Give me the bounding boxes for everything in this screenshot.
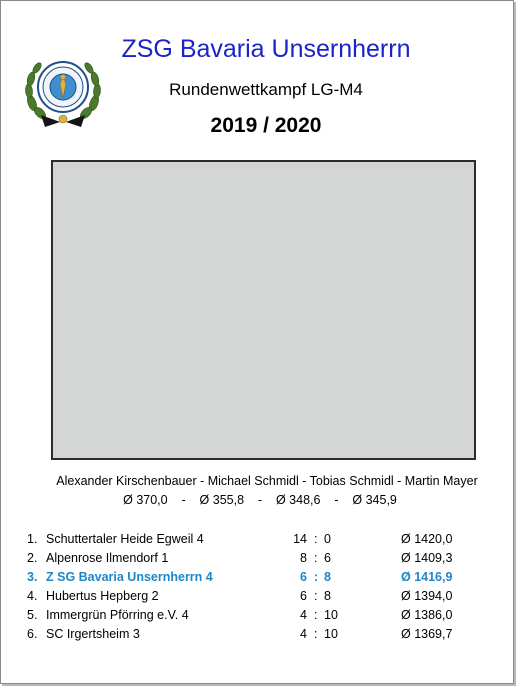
team-average: Ø 1416,9: [401, 570, 453, 584]
season-label: 2019 / 2020: [210, 114, 322, 137]
team-average: Ø 1420,0: [401, 532, 453, 546]
table-row: [1, 627, 513, 646]
points-lost: 0: [324, 532, 331, 546]
table-row: [1, 589, 513, 608]
points-lost: 10: [324, 627, 338, 641]
team-name: Schuttertaler Heide Egweil 4: [46, 532, 204, 546]
competition-subtitle: Rundenwettkampf LG-M4: [169, 80, 363, 99]
points-separator: :: [314, 532, 318, 546]
team-average: Ø 1409,3: [401, 551, 453, 565]
team-name: Alpenrose Ilmendorf 1: [46, 551, 169, 565]
points-separator: :: [314, 627, 318, 641]
points-won: 6: [300, 589, 307, 603]
points-lost: 6: [324, 551, 331, 565]
points-separator: :: [314, 570, 319, 584]
table-row: [1, 608, 513, 627]
points-won: 4: [300, 608, 307, 622]
team-name: Immergrün Pförring e.V. 4: [46, 608, 189, 622]
rank: 4.: [27, 589, 38, 603]
rank: 3.: [27, 570, 38, 584]
team-photo: [51, 160, 476, 460]
table-row-highlighted: [1, 570, 513, 589]
rank: 6.: [27, 627, 38, 641]
points-won: 14: [293, 532, 307, 546]
rank: 1.: [27, 532, 38, 546]
shooter-names: Alexander Kirschenbauer - Michael Schmidl - Tobias Schmidl - Martin Mayer: [56, 474, 478, 488]
team-average: Ø 1369,7: [401, 627, 453, 641]
points-won: 4: [300, 627, 307, 641]
standings-table: [1, 532, 513, 646]
club-title: ZSG Bavaria Unsernherrn: [121, 35, 411, 63]
points-separator: :: [314, 551, 318, 565]
points-won: 6: [300, 570, 307, 584]
points-lost: 8: [324, 589, 331, 603]
team-average: Ø 1394,0: [401, 589, 453, 603]
team-name: Hubertus Hepberg 2: [46, 589, 159, 603]
points-lost: 8: [324, 570, 331, 584]
table-row: [1, 551, 513, 570]
table-row: [1, 532, 513, 551]
team-name: SC Irgertsheim 3: [46, 627, 140, 641]
points-won: 8: [300, 551, 307, 565]
team-average: Ø 1386,0: [401, 608, 453, 622]
rank: 2.: [27, 551, 38, 565]
team-name: Z SG Bavaria Unsernherrn 4: [46, 570, 213, 584]
shooter-averages: Ø 370,0 - Ø 355,8 - Ø 348,6 - Ø 345,9: [123, 493, 397, 507]
points-separator: :: [314, 589, 318, 603]
points-separator: :: [314, 608, 318, 622]
points-lost: 10: [324, 608, 338, 622]
rank: 5.: [27, 608, 38, 622]
